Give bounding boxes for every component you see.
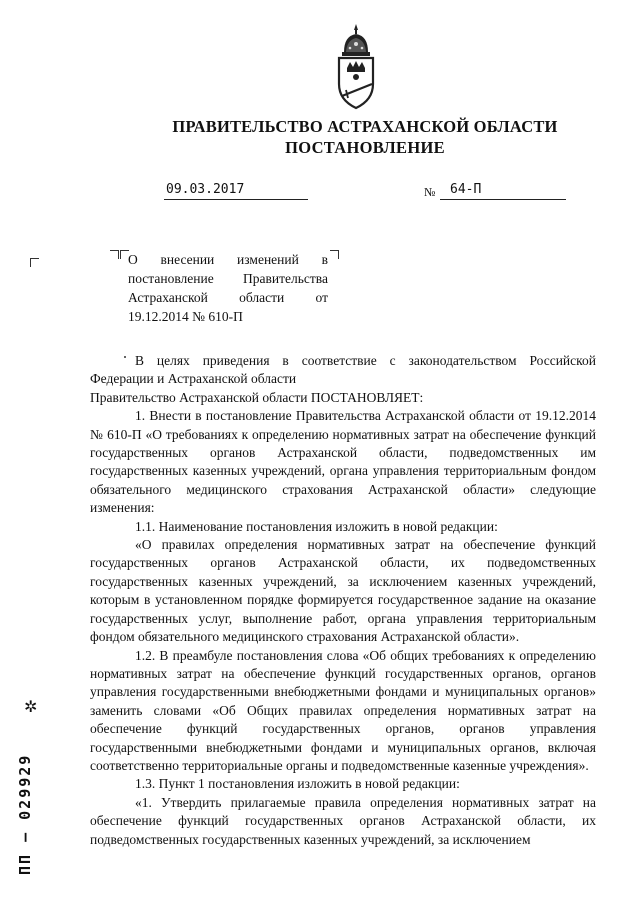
document-body [90, 352, 596, 849]
document-type-title: ПОСТАНОВЛЕНИЕ [285, 138, 445, 157]
document-date: 09.03.2017 [164, 181, 308, 200]
document-subject: О внесении изменений в постановление Правительства Астраханской области от 19.12.2014 № 610-П [128, 252, 328, 324]
body-paragraph: Правительство Астраханской области ПОСТАНОВЛЯЕТ: [90, 389, 424, 405]
body-paragraph: «О правилах определения нормативных затрат на обеспечение функций государственных органов Астраханской области, их подведомственных государственных казенных учреждений, за исключением казенных учреждений, которым в установленном порядке формируется государственное задание на оказание государственных услуг, выполнение работ, органа управления территориальным фондом обязательного медицинского страхования Астраханской области». [90, 537, 596, 645]
number-sign: № [424, 185, 436, 199]
body-paragraph: 1. Внести в постановление Правительства Астраханской области от 19.12.2014 № 610-П «О требованиях к определению нормативных затрат на обеспечение функций государственных органов Астраханской области, подведомственных им государственных казенных учреждений, органа управления территориальным фондом обязательного медицинского страхования Астраханской области» следующие изменения: [90, 408, 596, 516]
body-paragraph: 1.3. Пункт 1 постановления изложить в новой редакции: [135, 776, 460, 792]
body-paragraph: 1.1. Наименование постановления изложить в новой редакции: [135, 518, 498, 534]
star-mark: ✲ [24, 699, 38, 716]
document-number: 64-П [440, 181, 566, 200]
body-paragraph: В целях приведения в соответствие с законодательством Российской Федерации и Астраханской области [90, 353, 596, 387]
margin-bracket-left [30, 258, 39, 267]
subject-bracket-right [330, 250, 339, 259]
coat-of-arms-emblem [332, 22, 380, 114]
body-paragraph: 1.2. В преамбуле постановления слова «Об общих требованиях к определению нормативных затрат на обеспечение функций государственных органов, органов управления государственными внебюджетными фондами и муниципальных органов» заменить словами «Об Общих правилах определения нормативных затрат на обеспечение функций государственных органов, органов управления государственными внебюджетными фондами и муниципальных органов, включая соответственно территориальные органы и подведомственные казенные учреждения». [90, 647, 596, 773]
subject-bracket-left [110, 250, 119, 259]
side-serial-stamp: ПП – 029929 [16, 753, 34, 875]
body-paragraph: «1. Утвердить прилагаемые правила определения нормативных затрат на обеспечение функций государственных органов Астраханской области, их подведомственных государственных казенных учреждений, за исключением [90, 794, 596, 847]
organization-title: ПРАВИТЕЛЬСТВО АСТРАХАНСКОЙ ОБЛАСТИ [172, 117, 558, 136]
